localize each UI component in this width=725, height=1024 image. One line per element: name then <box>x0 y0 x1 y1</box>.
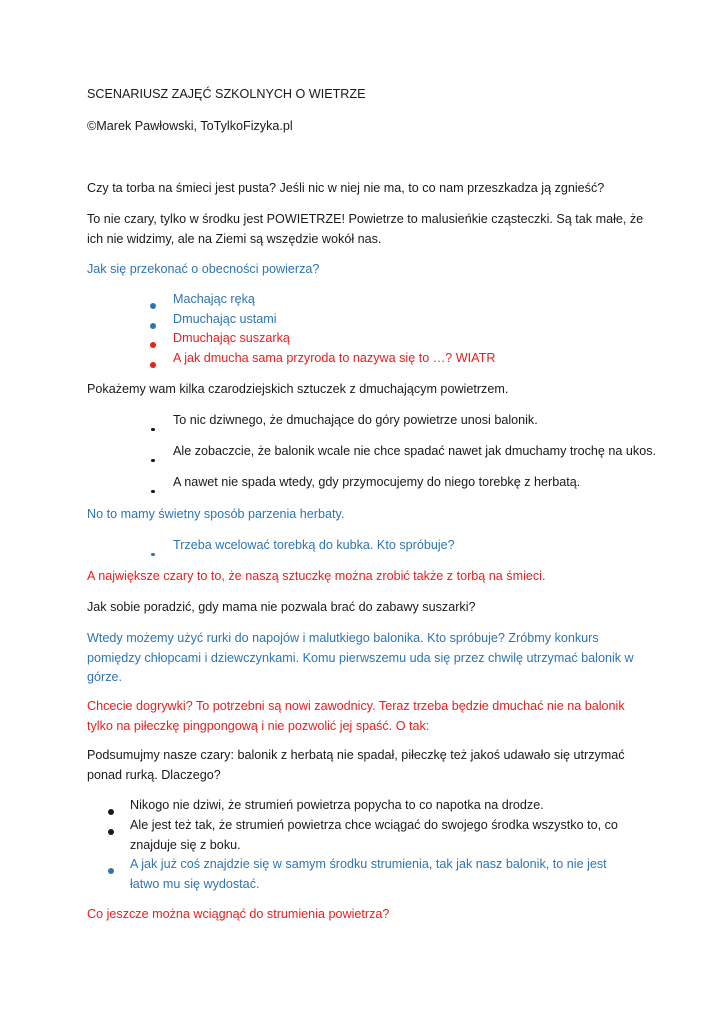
list-item: Dmuchając ustami <box>173 312 277 326</box>
bullet-dot <box>150 337 156 351</box>
paragraph-5: A największe czary to to, że naszą sztuczkę można zrobić także z torbą na śmieci. <box>87 569 546 583</box>
document-title: SCENARIUSZ ZAJĘĆ SZKOLNYCH O WIETRZE <box>87 87 366 101</box>
paragraph-3: Pokażemy wam kilka czarodziejskich sztuczek z dmuchającym powietrzem. <box>87 382 509 396</box>
bullet-dot <box>108 824 114 838</box>
bullet-dot <box>150 357 156 371</box>
bullet-dot <box>108 863 114 877</box>
paragraph-10: Co jeszcze można wciągnąć do strumienia powietrza? <box>87 907 390 921</box>
bullet-dot <box>150 298 156 312</box>
list-item: A jak dmucha sama przyroda to nazywa się to …? WIATR <box>173 351 496 365</box>
paragraph-9: Podsumujmy nasze czary: balonik z herbatą nie spadał, piłeczkę też jakoś udawało się utrzymać ponad rurką. Dlaczego? <box>87 748 625 782</box>
list-item: A jak już coś znajdzie się w samym środku strumienia, tak jak nasz balonik, to nie jest łatwo mu się wydostać. <box>130 857 607 891</box>
question-heading: Jak się przekonać o obecności powierza? <box>87 262 320 276</box>
bullet-dot <box>151 451 155 465</box>
bullet-dot <box>151 545 155 559</box>
list-item: Ale zobaczcie, że balonik wcale nie chce spadać nawet jak dmuchamy trochę na ukos. <box>173 444 657 458</box>
paragraph-4: No to mamy świetny sposób parzenia herbaty. <box>87 507 345 521</box>
bullet-dot <box>151 420 155 434</box>
paragraph-6: Jak sobie poradzić, gdy mama nie pozwala brać do zabawy suszarki? <box>87 600 476 614</box>
list-item: Ale jest też tak, że strumień powietrza chce wciągać do swojego środka wszystko to, co znajduje się z boku. <box>130 818 618 852</box>
list-item: Trzeba wcelować torebką do kubka. Kto spróbuje? <box>173 538 455 552</box>
list-item: Nikogo nie dziwi, że strumień powietrza popycha to co napotka na drodze. <box>130 798 544 812</box>
bullet-dot <box>151 482 155 496</box>
list-item: Dmuchając suszarką <box>173 331 290 345</box>
list-item: Machając ręką <box>173 292 255 306</box>
paragraph-2: To nie czary, tylko w środku jest POWIETRZE! Powietrze to malusieńkie cząsteczki. Są tak małe, że ich nie widzimy, ale na Ziemi są wszędzie wokół nas. <box>87 212 644 246</box>
list-item: A nawet nie spada wtedy, gdy przymocujemy do niego torebkę z herbatą. <box>173 475 581 489</box>
author-line: ©Marek Pawłowski, ToTylkoFizyka.pl <box>87 119 293 133</box>
list-item: To nic dziwnego, że dmuchające do góry powietrze unosi balonik. <box>173 413 538 427</box>
bullet-dot <box>108 804 114 818</box>
paragraph-8: Chcecie dogrywki? To potrzebni są nowi zawodnicy. Teraz trzeba będzie dmuchać nie na balonik tylko na piłeczkę pingpongową i nie pozwolić jej spaść. O tak: <box>87 699 625 733</box>
bullet-dot <box>150 318 156 332</box>
paragraph-7: Wtedy możemy użyć rurki do napojów i malutkiego balonika. Kto spróbuje? Zróbmy konkurs pomiędzy chłopcami i dziewczynkami. Komu pierwszemu uda się przez chwilę utrzymać balonik w górze. <box>87 631 634 684</box>
paragraph-1: Czy ta torba na śmieci jest pusta? Jeśli nic w niej nie ma, to co nam przeszkadza ją zgnieść? <box>87 181 605 195</box>
